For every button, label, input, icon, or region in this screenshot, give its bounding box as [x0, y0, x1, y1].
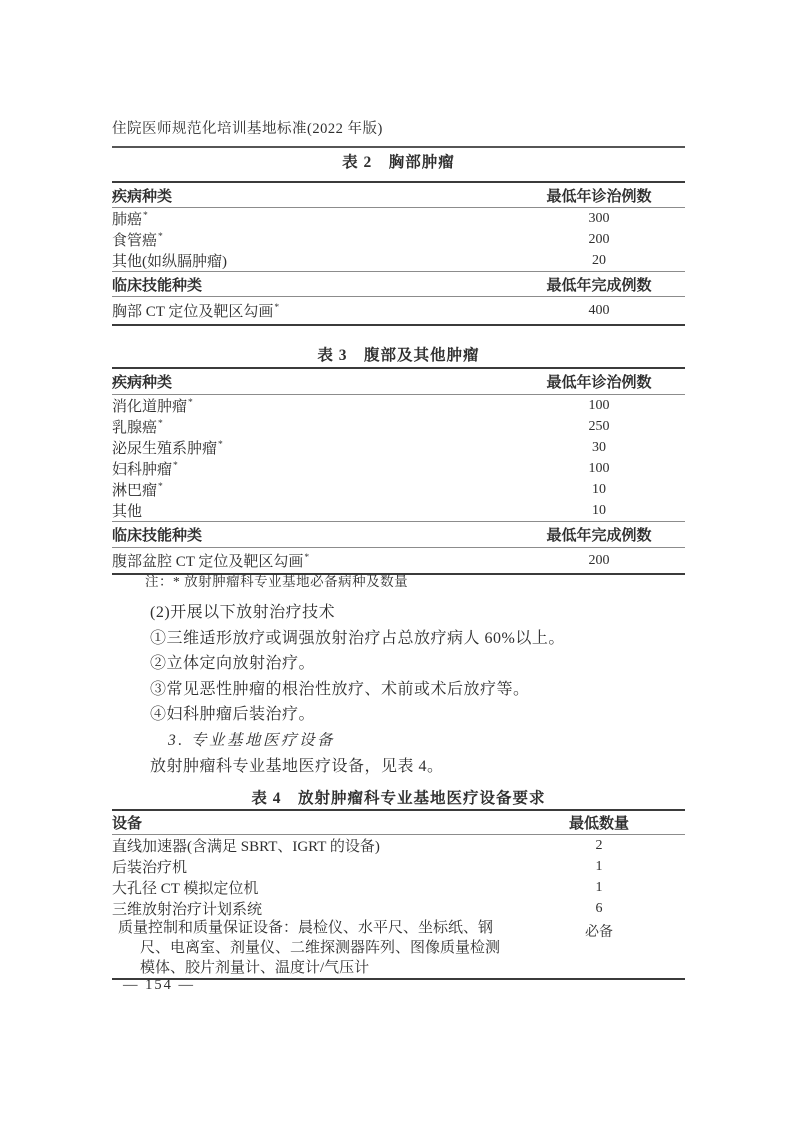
required-asterisk: *	[218, 440, 223, 450]
table-cell-value: 1	[595, 858, 603, 874]
table-row	[112, 250, 685, 272]
paragraph-line: 放射肿瘤科专业基地医疗设备，见表 4。	[150, 757, 444, 775]
table-cell-label: 妇科肿瘤*	[112, 461, 178, 478]
table-header-row	[112, 182, 685, 208]
table-cell-label: 后装治疗机	[112, 860, 188, 876]
table-header-row	[112, 810, 685, 835]
table-row	[112, 877, 685, 898]
required-asterisk: *	[304, 553, 310, 563]
table-cell-value: 2	[595, 837, 603, 853]
table-header-cell: 疾病种类	[112, 368, 513, 395]
table-cell-label: 胸部 CT 定位及靶区勾画*	[112, 303, 280, 320]
table-cell-value: 100	[588, 460, 610, 476]
table-header-row	[112, 272, 685, 297]
table-cell-label: 乳腺癌*	[112, 419, 163, 436]
table-header-row	[112, 522, 685, 548]
rule-table	[112, 809, 685, 980]
rule-table	[112, 181, 685, 326]
table-cell-label: 其他	[112, 504, 143, 520]
table-cell-label: 直线加速器(含满足 SBRT、IGRT 的设备)	[112, 839, 380, 855]
table2-title: 表 2 胸部肿瘤	[342, 154, 455, 171]
table-cell-value: 20	[592, 252, 607, 268]
table-row	[112, 416, 685, 437]
table-row	[112, 458, 685, 479]
table-cell-value: 250	[588, 418, 610, 434]
table-row	[112, 856, 685, 877]
page-number: — 154 —	[123, 977, 195, 993]
rule-table	[112, 367, 685, 575]
table-cell-label: 泌尿生殖系肿瘤*	[112, 440, 223, 457]
table-cell-label: 其他(如纵膈肿瘤)	[112, 254, 227, 270]
table3-footnote: 注：* 放射肿瘤科专业基地必备病种及数量	[145, 574, 409, 589]
table-row	[112, 437, 685, 458]
table-row	[112, 835, 685, 857]
required-asterisk: *	[274, 303, 280, 313]
table-cell-label: 质量控制和质量保证设备：晨检仪、水平尺、坐标纸、钢尺、电离室、剂量仪、二维探测器阵列、图像质量检测模体、胶片剂量计、温度计/气压计	[118, 920, 501, 976]
body-paragraphs	[150, 600, 680, 779]
table-cell-value: 200	[588, 231, 610, 247]
table-header-cell: 最低年完成例数	[513, 272, 685, 297]
table-cell-value: 1	[595, 879, 603, 895]
table3-title: 表 3 腹部及其他肿瘤	[317, 347, 480, 364]
table-cell-label: 肺癌*	[112, 211, 148, 228]
table-cell-value: 30	[592, 439, 607, 455]
table-cell-value: 10	[592, 502, 607, 518]
table-header-cell: 最低年诊治例数	[513, 368, 685, 395]
paragraph-line: (2)开展以下放射治疗技术	[150, 604, 336, 621]
table-row	[112, 229, 685, 250]
required-asterisk: *	[143, 211, 148, 221]
table2-container	[112, 181, 685, 326]
required-asterisk: *	[188, 398, 193, 408]
table4-title: 表 4 放射肿瘤科专业基地医疗设备要求	[251, 790, 546, 807]
table-cell-value: 400	[588, 302, 610, 318]
table-cell-value: 6	[595, 900, 603, 916]
paragraph-line: ③常见恶性肿瘤的根治性放疗、术前或术后放疗等。	[150, 680, 530, 698]
table-row	[112, 919, 685, 979]
table-cell-label: 三维放射治疗计划系统	[112, 902, 263, 918]
paragraph-line-heading: 3. 专业基地医疗设备	[168, 731, 336, 749]
table-header-cell: 疾病种类	[112, 182, 513, 208]
table-cell-value: 300	[588, 210, 610, 226]
table-row	[112, 898, 685, 919]
table-row	[112, 297, 685, 326]
paragraph-line: ②立体定向放射治疗。	[150, 655, 316, 673]
table-cell-value: 100	[588, 397, 610, 413]
running-header: 住院医师规范化培训基地标准(2022 年版)	[112, 117, 685, 148]
table-header-cell: 最低年完成例数	[513, 522, 685, 548]
table-row	[112, 500, 685, 522]
table-cell-value: 10	[592, 481, 607, 497]
paragraph-line: ①三维适形放疗或调强放射治疗占总放疗病人 60%以上。	[150, 629, 565, 647]
table-row	[112, 395, 685, 417]
table-row	[112, 208, 685, 230]
required-asterisk: *	[173, 461, 178, 471]
table-header-cell: 设备	[112, 810, 513, 835]
table-cell-label: 腹部盆腔 CT 定位及靶区勾画*	[112, 553, 310, 570]
table-cell-label: 淋巴瘤*	[112, 482, 163, 499]
table-cell-value: 必备	[585, 925, 614, 940]
required-asterisk: *	[158, 419, 163, 429]
table-cell-value: 200	[588, 552, 610, 568]
paragraph-line: ④妇科肿瘤后装治疗。	[150, 706, 316, 724]
table-cell-label: 大孔径 CT 模拟定位机	[112, 881, 259, 897]
table-row	[112, 479, 685, 500]
table-cell-label: 食管癌*	[112, 232, 163, 249]
table4-container	[112, 809, 685, 980]
table-header-cell: 临床技能种类	[112, 272, 513, 297]
table-cell-label: 消化道肿瘤*	[112, 398, 193, 415]
table3-container	[112, 367, 685, 575]
table-header-cell: 最低数量	[513, 810, 685, 835]
table-header-cell: 临床技能种类	[112, 522, 513, 548]
table-header-row	[112, 368, 685, 395]
required-asterisk: *	[158, 232, 163, 242]
required-asterisk: *	[158, 482, 163, 492]
table-header-cell: 最低年诊治例数	[513, 182, 685, 208]
